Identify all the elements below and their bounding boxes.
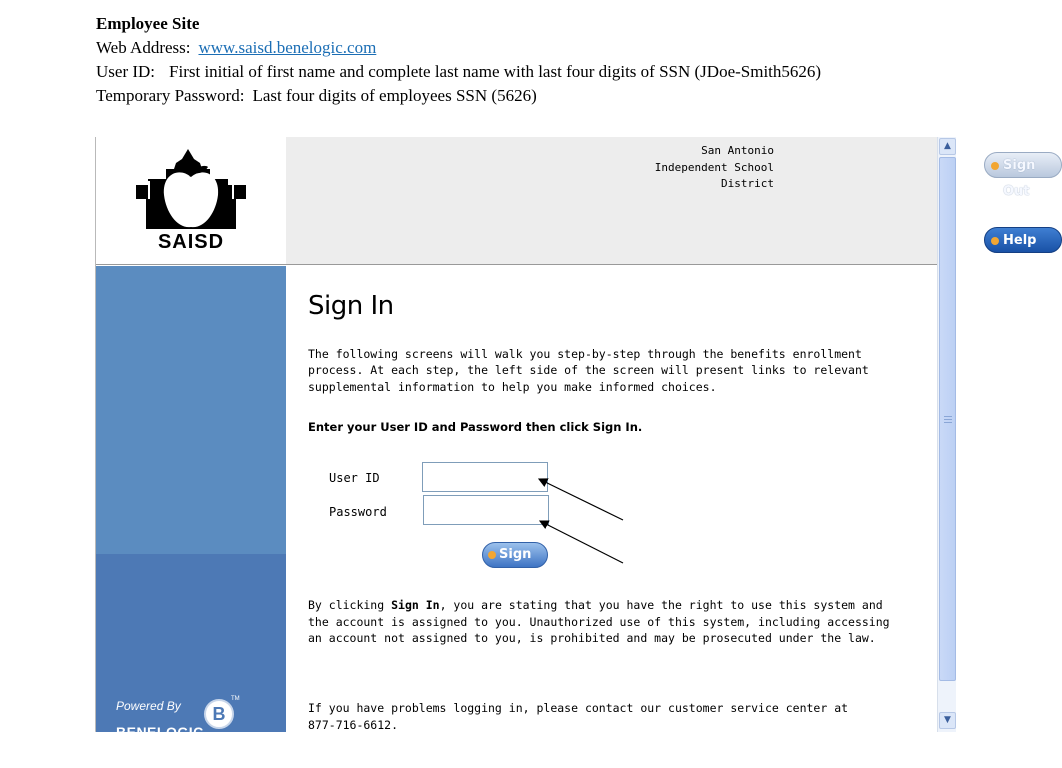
sign-in-button[interactable] <box>482 542 548 586</box>
user-id-input[interactable] <box>422 462 548 492</box>
document-header <box>96 12 821 108</box>
trademark-mark: TM <box>231 696 240 702</box>
password-input[interactable] <box>423 495 549 525</box>
powered-by-text: Powered By <box>116 699 181 713</box>
district-line: District <box>721 177 774 190</box>
sign-out-button[interactable] <box>984 152 1062 199</box>
disclaimer-post: , you are stating that you have the right to use this system and the account is assigned to you. Unauthorized use of this system, including accessing an account not assigned to you, is prohibited and may be prosecuted under the law. <box>308 598 890 645</box>
district-line: Independent School <box>654 160 774 174</box>
benelogic-brand: BENELOGIC <box>116 724 204 740</box>
user-id-label: User ID <box>329 471 380 485</box>
grip-icon <box>944 416 952 423</box>
chevron-down-icon[interactable]: ▼ <box>939 712 956 729</box>
sign-out-label: Sign Out <box>1003 158 1036 199</box>
user-id-doc-text: First initial of first name and complete last name with last four digits of SSN (JDoe-Smith5626) <box>169 62 822 81</box>
main-content <box>286 266 937 732</box>
user-id-doc-label: User ID: <box>96 62 156 81</box>
disclaimer-text <box>308 597 908 647</box>
intro-text: The following screens will walk you step-by-step through the benefits enrollment process. At each step, the left side of the screen will present links to relevant supplemental information to help you make informed choices. <box>308 347 869 394</box>
district-name <box>614 143 774 193</box>
disclaimer-pre: By clicking <box>308 598 392 612</box>
sidebar-top <box>96 266 286 554</box>
district-line: San Antonio <box>701 144 774 157</box>
scroll-thumb[interactable] <box>939 157 956 681</box>
sign-in-label: Sign In <box>499 547 532 586</box>
header-band <box>286 137 1037 265</box>
logo-text: SAISD <box>157 231 225 253</box>
vertical-scrollbar[interactable] <box>937 137 956 732</box>
password-label: Password <box>329 505 387 519</box>
bullet-icon <box>991 237 999 245</box>
logo-area <box>96 137 286 265</box>
web-address-line <box>96 36 821 60</box>
doc-title: Employee Site <box>96 14 200 33</box>
bullet-icon <box>488 551 496 559</box>
temp-password-label: Temporary Password: <box>96 86 245 105</box>
temp-password-text: Last four digits of employees SSN (5626) <box>252 86 537 105</box>
help-button[interactable] <box>984 227 1062 253</box>
help-label: Help <box>1003 233 1037 248</box>
user-id-line <box>96 60 821 84</box>
chevron-up-icon[interactable]: ▲ <box>939 138 956 155</box>
temp-password-line <box>96 84 821 108</box>
web-address-link[interactable]: www.saisd.benelogic.com <box>198 38 377 57</box>
bullet-icon <box>991 162 999 170</box>
instruction-text: Enter your User ID and Password then click Sign In. <box>308 420 643 434</box>
browser-frame <box>95 137 1037 740</box>
web-address-label: Web Address: <box>96 38 191 57</box>
page-title: Sign In <box>308 291 394 321</box>
support-text: If you have problems logging in, please contact our customer service center at 877-716-6612. <box>308 701 849 732</box>
disclaimer-bold: Sign In <box>391 598 440 612</box>
benelogic-logo-icon: B <box>204 699 234 729</box>
